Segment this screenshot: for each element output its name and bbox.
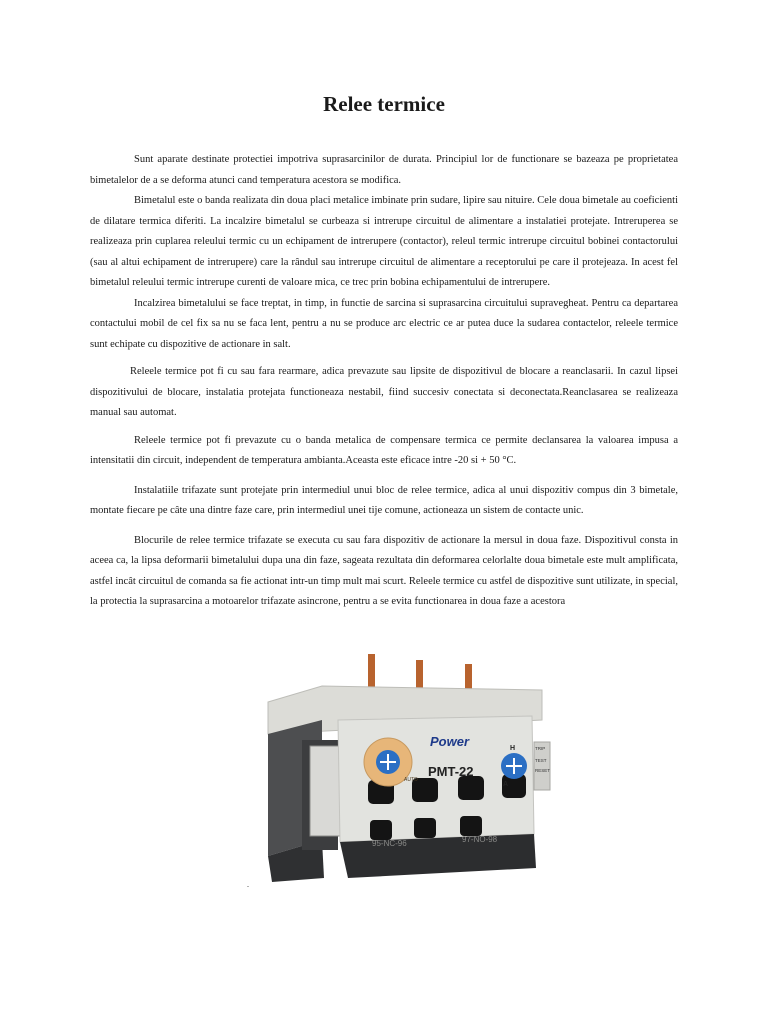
paragraph: Blocurile de relee termice trifazate se executa cu sau fara dispozitiv de actionare la mersul in doua faze. Dispozitivul consta in aceea ca, la lipsa deformarii bimetalului dupa una din faze, sageata rezultata din deformarea celorlalte doua bimetale este mult amplificata, astfel incât circuitul de comanda sa fie actionat intr-un timp mult mai scurt. Releele termice cu astfel de dispozitive sunt utilizate, in special, la protectia la suprasarcina a motoarelor trifazate asincrone, pentru a se evita functionarea in doua faze a acestora [90, 534, 678, 607]
thermal-relay-illustration [262, 650, 558, 882]
side-label-test: TEST [535, 758, 547, 763]
button-label-bottom: A [503, 781, 509, 788]
paragraph: Releele termice pot fi prevazute cu o banda metalica de compensare termica ce permite declansarea la valoarea impusa a intensitatii din circuit, independent de temperatura ambianta.Aceasta este eficace intre -20 si + 50 °C. [90, 434, 678, 466]
page-title: Relee termice [323, 92, 445, 116]
document-body [90, 150, 678, 613]
side-label-reset: RESET [535, 768, 551, 773]
model-label: PMT-22 [428, 764, 474, 779]
paragraph: Incalzirea bimetalului se face treptat, in timp, in functie de sarcina si suprasarcina circuitului supravegheat. Pentru ca departarea contactului mobil de cel fix sa nu se faca lent, pentru a nu se produce arc electric ce ar putea duce la sudarea contactelor, releele termice sunt echipate cu dispozitive de actionare in salt. [90, 297, 678, 350]
brand-label: Power [430, 734, 470, 749]
thermal-relay-photo [262, 650, 558, 882]
terminal-row-left: 95-NC-96 [372, 839, 407, 848]
trailing-mark: . [247, 880, 249, 889]
paragraph: Bimetalul este o banda realizata din doua placi metalice imbinate prin sudare, lipire sau nituire. Cele doua bimetale au coeficienti de dilatare termica diferiti. La incalzire bimetalul se curbeaza si intrerupe circuitul de alimentare a instalatiei protejate. Intreruperea se realizeaza prin cuplarea releului termic cu un echipament de intrerupere (contactor), releul termic intrerupe circuitul bobinei contactorului (sau al altui echipament de intrerupere) care la rândul sau intrerupe circuitul de alimentare a receptorului pe care il protejeaza. In acest fel bimetalul releului termic intrerupe curenti de valoare mica, ce trec prin bobina echipamentului de intrerupere. [90, 195, 678, 288]
terminal-row-right: 97-NO-98 [462, 835, 498, 844]
paragraph: Releele termice pot fi cu sau fara rearmare, adica prevazute sau lipsite de dispozitivul de blocare a reanclasarii. In cazul lipsei dispozitivului de blocare, instalatia protejata functioneaza nestabil, fiind succesiv conectata si deconectata.Reanclasarea se realizeaza manual sau automat. [90, 366, 678, 418]
paragraph: Sunt aparate destinate protectiei impotriva suprasarcinilor de durata. Principiul lor de functionare se bazeaza pe proprietatea bimetalelor de a se deforma atunci cand temperatura acestora se modifica. [90, 154, 678, 186]
knob-label: AUTO [404, 777, 418, 783]
paragraph: Instalatiile trifazate sunt protejate prin intermediul unui bloc de relee termice, adica al unui dispozitiv compus din 3 bimetale, montate fiecare pe câte una dintre faze care, prin intermediul unei tije comune, actioneaza un sistem de contacte unic. [90, 484, 678, 516]
button-label-top: H [510, 745, 516, 752]
side-label-trip: TRIP [535, 746, 546, 751]
